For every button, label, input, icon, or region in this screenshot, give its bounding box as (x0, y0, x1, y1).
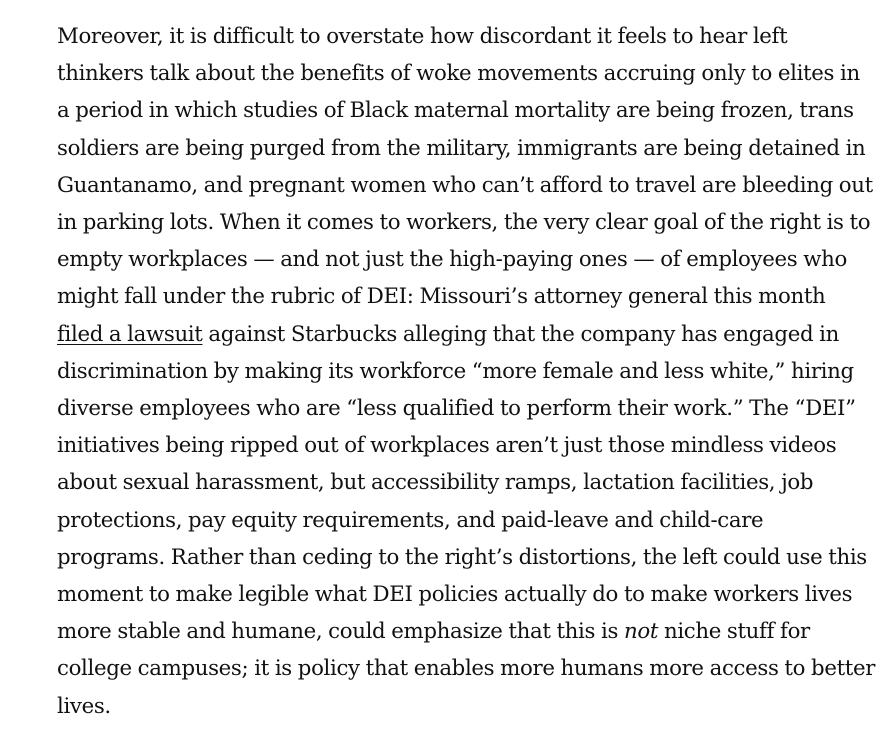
article-paragraph (57, 18, 877, 725)
paragraph-text-part-3: niche stuff for college campuses; it is policy that enables more humans more access to better lives. (57, 619, 876, 719)
paragraph-text-part-1: Moreover, it is difficult to overstate how discordant it feels to hear left thinkers talk about the benefits of woke movements accruing only to elites in a period in which studies of Black maternal mortality are being frozen, trans soldiers are being purged from the military, immigrants are being detained in Guantanamo, and pregnant women who can’t afford to travel are bleeding out in parking lots. When it comes to workers, the very clear goal of the right is to empty workplaces — and not just the high-paying ones — of employees who might fall under the rubric of DEI: Missouri’s attorney general this month (57, 24, 873, 310)
filed-a-lawsuit-link[interactable]: filed a lawsuit (57, 321, 203, 347)
paragraph-text-part-2: against Starbucks alleging that the company has engaged in discrimination by making its workforce “more female and less white,” hiring diverse employees who are “less qualified to perform their work.” The “DEI” initiatives being ripped out of workplaces aren’t just those mindless videos about sexual harassment, but accessibility ramps, lactation facilities, job protections, pay equity requirements, and paid-leave and child-care programs. Rather than ceding to the right’s distortions, the left could use this moment to make legible what DEI policies actually do to make workers lives more stable and humane, could emphasize that this is (57, 321, 867, 645)
article-body (57, 18, 877, 725)
emphasis-not: not (623, 619, 659, 645)
